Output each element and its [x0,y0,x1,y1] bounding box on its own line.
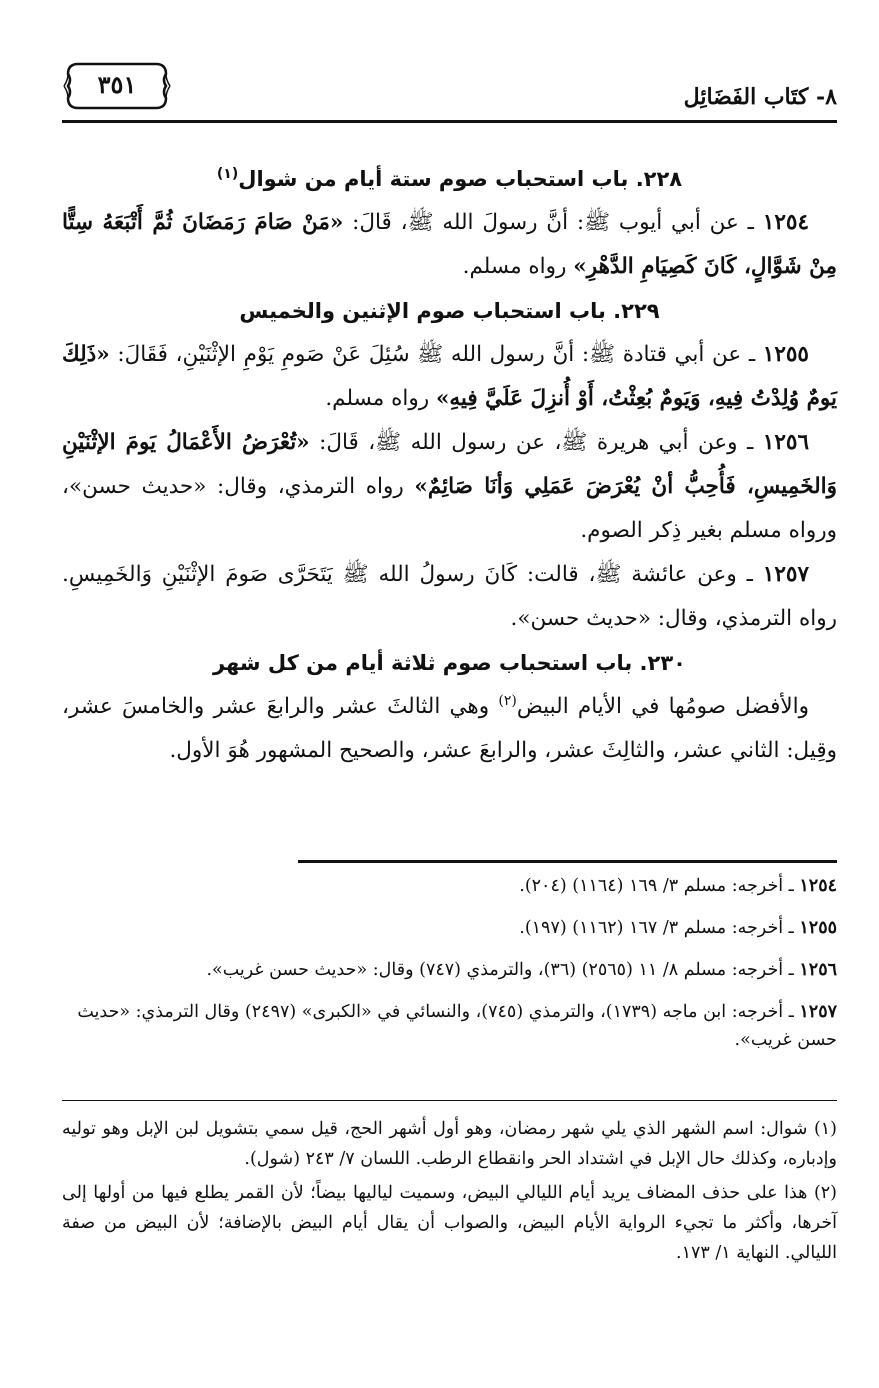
running-title: ٨- كتَاب الفَضَائِل [683,84,837,110]
sources-section [62,872,837,1068]
sources-rule [298,860,837,863]
hadith-prefix: ـ وعن عائشة ﷺ، قالت: كَانَ رسولُ الله ﷺ يَتَحَرَّى صَومَ الإثْنَيْنِ وَالخَمِيسِ. رواه الترمذي، وقال: «حديث حسن». [62,562,837,631]
page-number: ٣٥١ [97,70,137,99]
source-1254 [62,872,837,900]
hadith-suffix: رواه مسلم. [462,254,574,279]
hadith-prefix: ـ عن أبي قتادة ﷺ: أنَّ رسول الله ﷺ سُئِلَ عَنْ صَومِ يَوْمِ الإثْنَيْنِ، فَقَالَ: [109,342,756,367]
footnotes-section [62,1114,837,1272]
header-rule [62,120,837,123]
chapter-heading-228 [62,152,837,201]
hadith-1254 [62,201,837,289]
hadith-number: ١٢٥٦ [762,430,809,455]
source-1255 [62,914,837,942]
source-1256 [62,956,837,984]
source-number: ١٢٥٥ [799,918,837,938]
hadith-number: ١٢٥٧ [762,562,809,587]
footnote-ref: (٢) [498,692,517,709]
hadith-suffix: رواه مسلم. [325,386,436,411]
chapter-heading-text: ٢٢٨. باب استحباب صوم ستة أيام من شوال [238,167,683,191]
source-text: ـ أخرجه: مسلم ٣/ ١٦٧ (١١٦٢) (١٩٧). [519,918,800,938]
hadith-quote: «مَنْ صَامَ رَمَضَانَ ثُمَّ أَتْبَعَهُ سِتًّا مِنْ شَوَّالٍ، كَانَ كَصِيَامِ الدَّهْرِ» [62,210,837,279]
hadith-quote: «تُعْرَضُ الأَعْمَالُ يَومَ الإثْنَيْنِ وَالخَمِيسِ، فَأُحِبُّ أنْ يُعْرَضَ عَمَلِي وَأنَا صَائِمٌ» [62,430,837,499]
page-header [62,58,837,120]
hadith-prefix: ـ عن أبي أيوب ﷺ: أنَّ رسولَ الله ﷺ، قَالَ: [343,210,754,235]
source-number: ١٢٥٤ [799,876,837,896]
page-number-frame [62,60,172,112]
footnote-mark: (١) [813,1119,837,1139]
footnote-mark: (٢) [813,1183,837,1203]
main-text [62,152,837,773]
source-text: ـ أخرجه: ابن ماجه (١٧٣٩)، والترمذي (٧٤٥)، والنسائي في «الكبرى» (٢٤٩٧) وقال الترمذي: «حديث حسن غريب». [77,1002,837,1050]
hadith-suffix: رواه الترمذي، وقال: «حديث حسن»، ورواه مسلم بغير ذِكر الصوم. [62,474,837,543]
paragraph-text-end: وهي الثالثَ عشر والرابعَ عشر والخامسَ عشر، وقِيل: الثاني عشر، والثالِثَ عشر، والرابعَ عشر، والصحيح المشهور هُوَ الأول. [62,694,837,763]
source-text: ـ أخرجه: مسلم ٣/ ١٦٩ (١١٦٤) (٢٠٤). [519,876,800,896]
footnote-ref: (١) [216,166,239,182]
chapter-heading-230: ٢٣٠. باب استحباب صوم ثلاثة أيام من كل شهر [212,651,686,675]
hadith-number: ١٢٥٥ [762,342,809,367]
hadith-1255 [62,333,837,421]
footnote-text: شوال: اسم الشهر الذي يلي شهر رمضان، وهو أول أشهر الحج، قيل سمي بتشويل لبن الإبل وهو توليه وإدباره، وكذلك حال الإبل في اشتداد الحر وانقطاع الرطب. اللسان ٧/ ٢٤٣ (شول). [62,1119,837,1169]
source-number: ١٢٥٧ [799,1002,837,1022]
source-text: ـ أخرجه: مسلم ٨/ ١١ (٢٥٦٥) (٣٦)، والترمذي (٧٤٧) وقال: «حديث حسن غريب». [206,960,800,980]
source-1257 [62,998,837,1054]
chapter-230-paragraph [62,685,837,773]
hadith-1257 [62,553,837,641]
source-number: ١٢٥٦ [799,960,837,980]
hadith-prefix: ـ وعن أبي هريرة ﷺ، عن رسول الله ﷺ، قَالَ: [309,430,754,455]
hadith-number: ١٢٥٤ [762,210,809,235]
footnote-rule [62,1100,837,1101]
hadith-1256 [62,421,837,553]
footnote-1 [62,1114,837,1174]
footnote-text: هذا على حذف المضاف يريد أيام الليالي البيض، وسميت لياليها بيضاً؛ لأن القمر يطلع فيها من أولها إلى آخرها، وأكثر ما تجيء الرواية الأيام البيض، والصواب أن يقال أيام البيض بالإضافة؛ لأن البيض من صفة الليالي. النهاية ١/ ١٧٣. [62,1183,837,1263]
paragraph-text-start: والأفضل صومُها في الأيام البيض [516,694,809,719]
footnote-2 [62,1178,837,1268]
chapter-heading-229: ٢٢٩. باب استحباب صوم الإثنين والخميس [239,299,660,323]
hadith-quote: «ذَلِكَ يَومٌ وُلِدْتُ فِيهِ، وَيَومٌ بُعِثْتُ، أَوْ أُنزِلَ عَلَيَّ فِيهِ» [62,342,837,411]
